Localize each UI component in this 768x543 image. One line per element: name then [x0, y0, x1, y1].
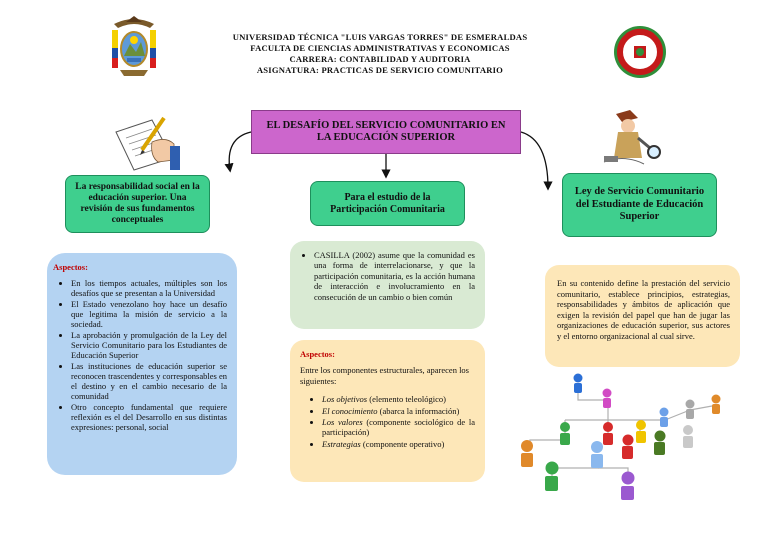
list-item [322, 417, 475, 438]
component-term: Los valores [322, 417, 363, 428]
header-line-4: ASIGNATURA: PRACTICAS DE SERVICIO COMUNITARIO [256, 65, 504, 75]
center-aspects-list [300, 394, 475, 449]
left-aspects-panel [47, 253, 237, 475]
arrow-to-right-node [521, 132, 548, 188]
list-item [322, 394, 475, 404]
node-community-participation: Para el estudio de la Participación Comunitaria [310, 181, 465, 226]
center-definition-panel [290, 241, 485, 329]
diagram-title: EL DESAFÍO DEL SERVICIO COMUNITARIO EN LA EDUCACIÓN SUPERIOR [251, 110, 521, 154]
university-header [180, 32, 580, 76]
arrow-to-left-node [229, 132, 251, 170]
node-social-responsibility: La responsabilidad social en la educación superior. Una revisión de sus fundamentos conceptuales [65, 175, 210, 233]
list-item: • Otro concepto fundamental que requiere reflexión es el del Desarrollo en sus distintas expresiones: personal, social [71, 402, 227, 432]
list-item [322, 406, 475, 416]
header-line-2: FACULTA DE CIENCIAS ADMINISTRATIVAS Y ECONOMICAS [250, 43, 510, 53]
center-aspects-intro: Entre los componentes estructurales, aparecen los siguientes: [300, 365, 469, 386]
header-line-3: CARRERA: CONTABILIDAD Y AUDITORIA [289, 54, 471, 64]
center-aspects-panel [290, 340, 485, 482]
component-term: Estrategias [322, 438, 361, 449]
list-item: • CASILLA (2002) asume que la comunidad es una forma de interrelacionarse, y que la participación comunitaria, es la acción humana de interacción e involucramiento en la consecución de un cambio o bien común [314, 250, 475, 302]
list-item: • La aprobación y promulgación de la Ley del Servicio Comunitario para los Estudiantes de Educación Superior [71, 330, 227, 360]
list-item: • En los tiempos actuales, múltiples son los desafíos que se presentan a la Universidad [71, 278, 227, 298]
list-item: • El Estado venezolano hoy hace un desafío que legitima la misión de servicio a la sociedad. [71, 299, 227, 329]
center-definition-list [298, 250, 475, 302]
component-desc: (elemento teleológico) [367, 394, 446, 405]
header-line-1: UNIVERSIDAD TÉCNICA "LUIS VARGAS TORRES" DE ESMERALDAS [232, 32, 528, 42]
left-aspects-label: Aspectos: [53, 262, 88, 272]
component-desc: (componente operativo) [360, 438, 445, 449]
component-desc: (abarca la información) [377, 405, 460, 416]
left-aspects-list [53, 278, 227, 432]
list-item: • Las instituciones de educación superior se reconocen trascendentes y corresponsables en el destino y en el cambio necesario de la comunidad [71, 361, 227, 401]
component-term: Los objetivos [322, 394, 368, 405]
list-item [322, 439, 475, 449]
center-aspects-label: Aspectos: [300, 349, 335, 359]
node-community-service-law: Ley de Servicio Comunitario del Estudiante de Educación Superior [562, 173, 717, 237]
component-desc: (componente sociológico de la participación) [322, 417, 475, 438]
right-description-panel [545, 265, 740, 367]
right-description-text: En su contenido define la prestación del servicio comunitario, establece principios, estrategias, responsabilidades y ámbitos de aplicación que exigen la revisión del papel que han de jugar las organizaciones de educación superior, sus actores y el entorno organizacional al cual sirve. [557, 278, 730, 341]
component-term: El conocimiento [322, 405, 378, 416]
